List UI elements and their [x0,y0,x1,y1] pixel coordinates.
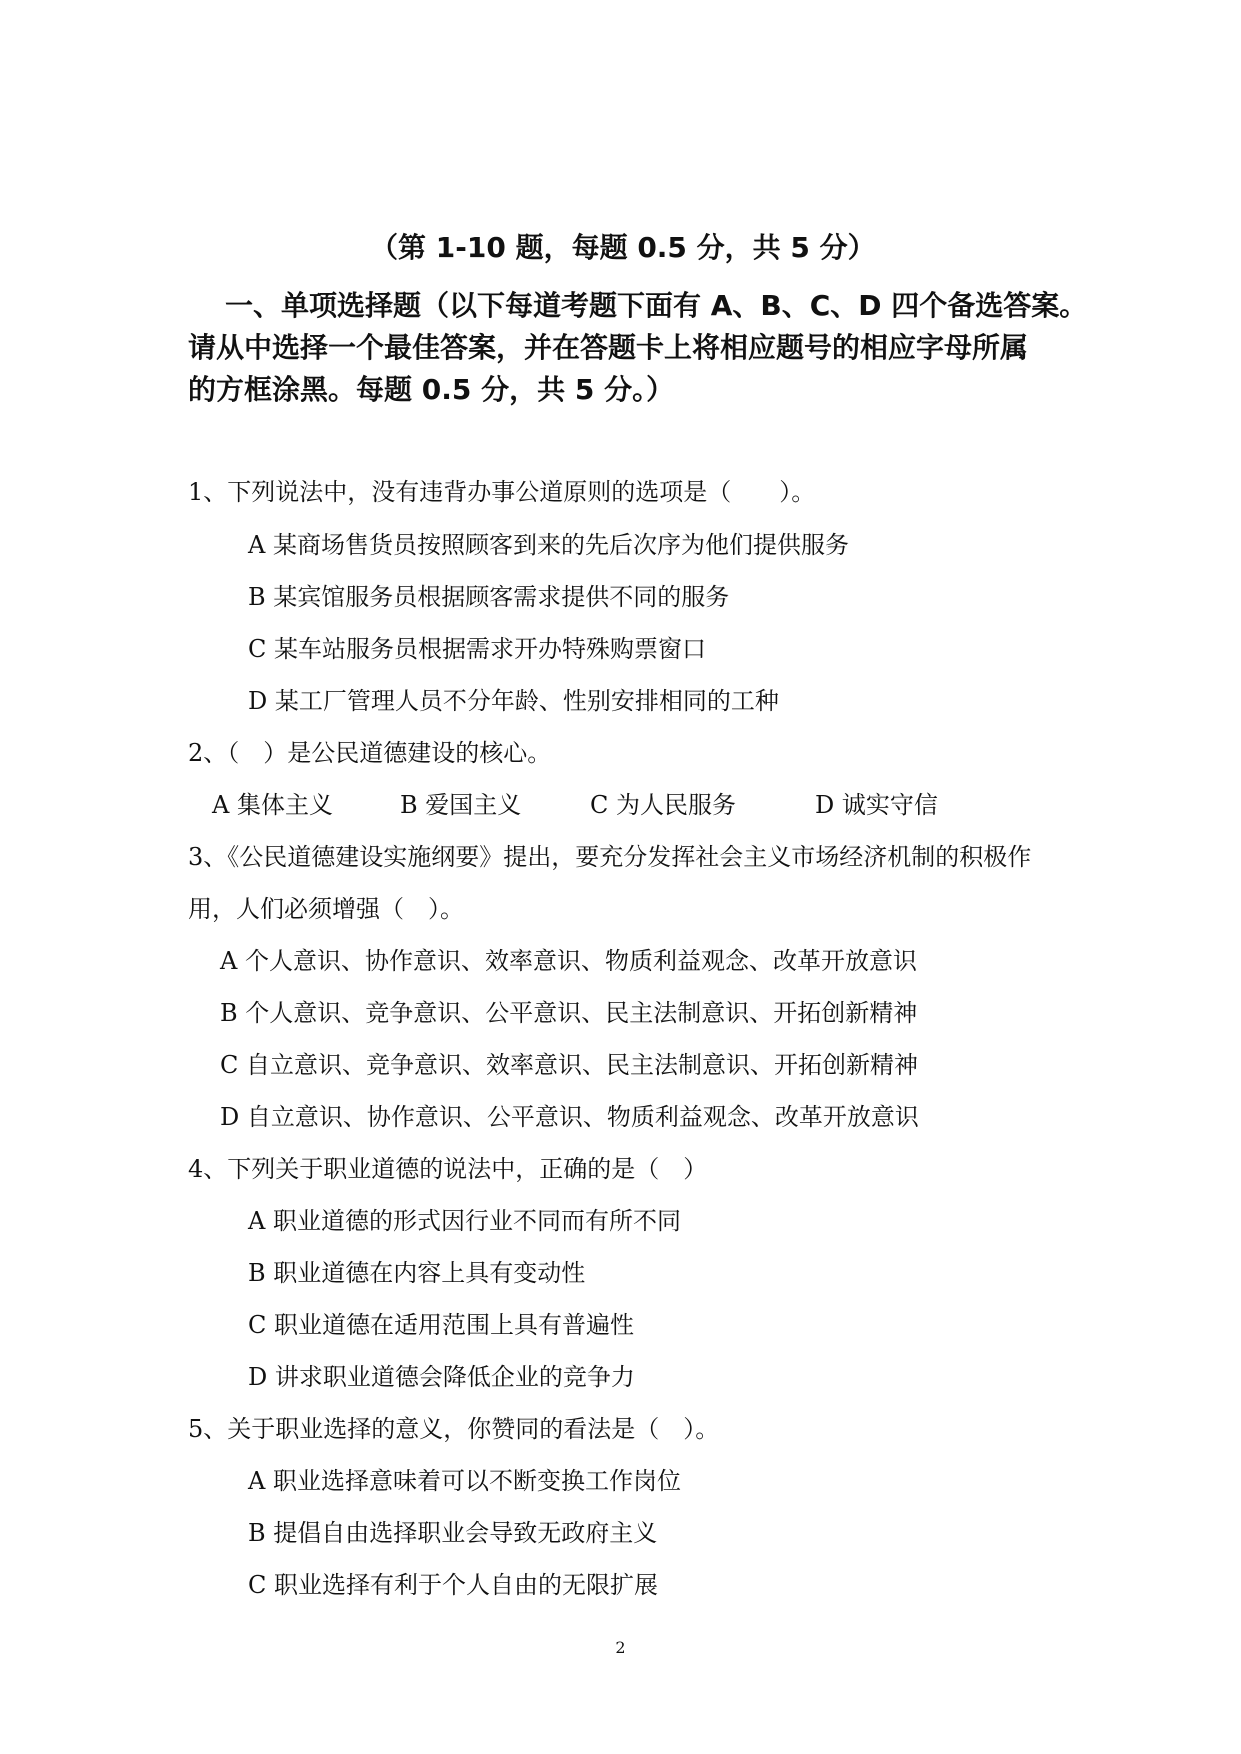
question-5-option-a: A 职业选择意味着可以不断变换工作岗位 [248,1467,681,1495]
question-3-option-d: D 自立意识、协作意识、公平意识、物质利益观念、改革开放意识 [220,1103,919,1131]
question-2-option-d: D 诚实守信 [815,791,938,819]
question-3-option-c: C 自立意识、竞争意识、效率意识、民主法制意识、开拓创新精神 [220,1051,918,1079]
instructions-line-2: 请从中选择一个最佳答案，并在答题卡上将相应题号的相应字母所属 [188,331,1029,364]
instructions-line-3: 的方框涂黑。每题 0.5 分，共 5 分。） [188,373,675,406]
question-3-option-b: B 个人意识、竞争意识、公平意识、民主法制意识、开拓创新精神 [220,999,918,1027]
question-4-option-c: C 职业道德在适用范围上具有普遍性 [248,1311,634,1339]
question-2-option-c: C 为人民服务 [590,791,736,819]
question-5-option-c: C 职业选择有利于个人自由的无限扩展 [248,1571,658,1599]
question-2-option-a: A 集体主义 [212,791,333,819]
question-2-option-b: B 爱国主义 [400,791,522,819]
section-score-header: （第 1-10 题，每题 0.5 分，共 5 分） [370,231,876,264]
question-1-option-b: B 某宾馆服务员根据顾客需求提供不同的服务 [248,583,730,611]
question-2-options-row [0,790,1241,820]
question-4-option-b: B 职业道德在内容上具有变动性 [248,1259,586,1287]
question-3-stem-continued: 用，人们必须增强（ ）。 [188,895,464,923]
question-4-stem: 4、下列关于职业道德的说法中，正确的是（ ） [188,1155,708,1183]
question-1-option-c: C 某车站服务员根据需求开办特殊购票窗口 [248,635,706,663]
question-4-option-a: A 职业道德的形式因行业不同而有所不同 [248,1207,681,1235]
question-1-stem: 1、下列说法中，没有违背办事公道原则的选项是（ ）。 [188,478,816,506]
question-1-option-d: D 某工厂管理人员不分年龄、性别安排相同的工种 [248,687,779,715]
question-3-stem: 3、《公民道德建设实施纲要》提出，要充分发挥社会主义市场经济机制的积极作 [188,843,1032,871]
question-5-stem: 5、关于职业选择的意义，你赞同的看法是（ ）。 [188,1415,720,1443]
page-number: 2 [615,1638,626,1657]
question-4-option-d: D 讲求职业道德会降低企业的竞争力 [248,1363,635,1391]
instructions-line-1: 一、单项选择题（以下每道考题下面有 A、B、C、D 四个备选答案。 [225,289,1088,322]
question-2-stem: 2、（ ）是公民道德建设的核心。 [188,739,552,767]
question-5-option-b: B 提倡自由选择职业会导致无政府主义 [248,1519,658,1547]
question-1-option-a: A 某商场售货员按照顾客到来的先后次序为他们提供服务 [248,531,849,559]
question-3-option-a: A 个人意识、协作意识、效率意识、物质利益观念、改革开放意识 [220,947,917,975]
